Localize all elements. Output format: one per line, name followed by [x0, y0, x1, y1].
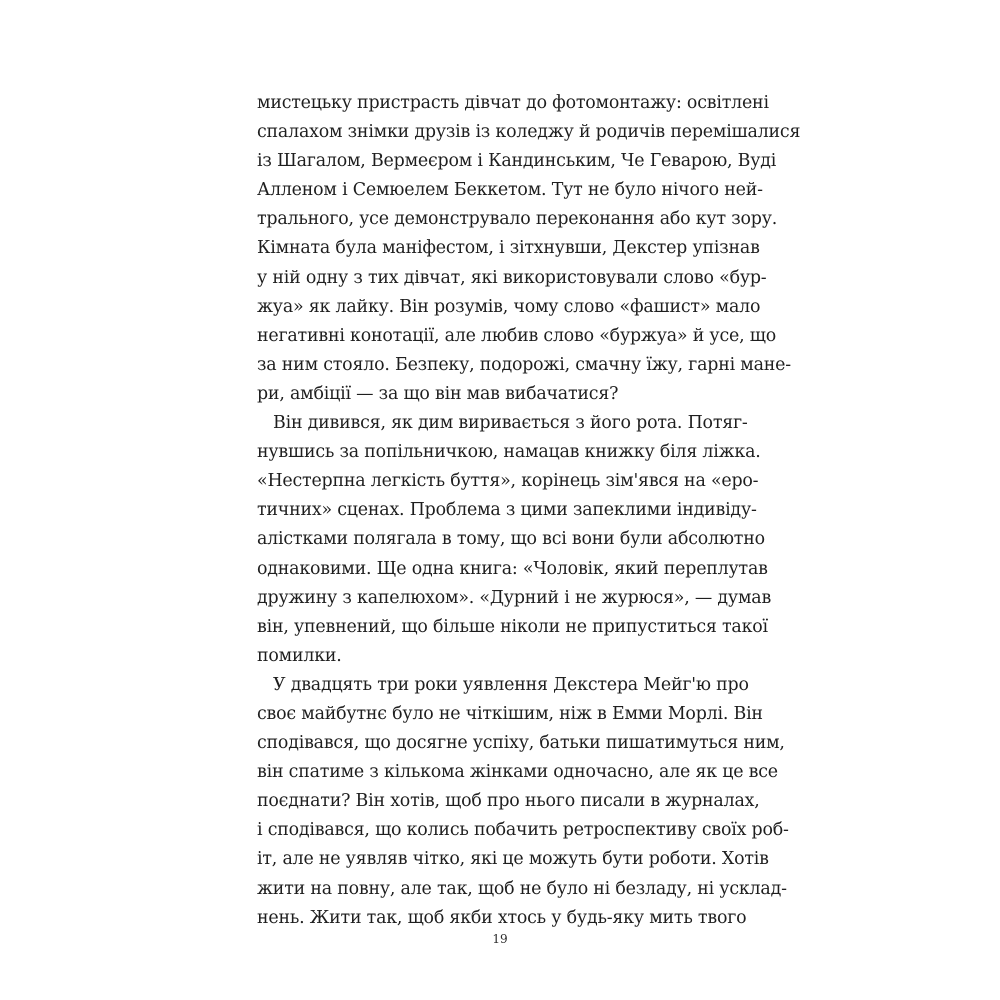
- text-line: Алленом і Семюелем Беккетом. Тут не було нічого ней-: [257, 180, 763, 201]
- text-line: трального, усе демонструвало переконання або кут зору.: [257, 209, 778, 230]
- text-line: мистецьку пристрасть дівчат до фотомонтажу: освітлені: [257, 93, 769, 113]
- text-line: У двадцять три роки уявлення Декстера Мейг'ю про: [273, 674, 749, 695]
- text-line: нень. Жити так, щоб якби хтось у будь-яку мить твого: [257, 907, 747, 928]
- text-line: алістками полягала в тому, що всі вони були абсолютно: [257, 529, 765, 550]
- text-line: нувшись за попільничкою, намацав книжку біля ліжка.: [257, 442, 761, 463]
- text-line: жуа» як лайку. Він розумів, чому слово «фашист» мало: [257, 296, 761, 317]
- text-line: і сподівався, що колись побачить ретроспективу своїх роб-: [257, 820, 789, 841]
- text-line: Він дивився, як дим виривається з його рота. Потяг-: [273, 413, 748, 434]
- text-line: ри, амбіції — за що він мав вибачатися?: [257, 383, 619, 404]
- text-line: сподівався, що досягне успіху, батьки пишатимуться ним,: [257, 733, 785, 754]
- text-line: однаковими. Ще одна книга: «Чоловік, який переплутав: [257, 558, 768, 579]
- text-line: у ній одну з тих дівчат, які використовували слово «бур-: [257, 267, 767, 288]
- text-line: поєднати? Він хотів, щоб про нього писали в журналах,: [257, 791, 760, 812]
- text-line: негативні конотації, але любив слово «буржуа» й усе, що: [257, 325, 776, 346]
- text-line: «Нестерпна легкість буття», корінець зім'явся на «еро-: [257, 471, 759, 492]
- text-line: він, упевнений, що більше ніколи не припуститься такої: [257, 616, 768, 637]
- text-line: із Шагалом, Вермеєром і Кандинським, Че Геварою, Вуді: [257, 151, 777, 172]
- text-line: Кімната була маніфестом, і зітхнувши, Декстер упізнав: [257, 238, 760, 259]
- text-line: він спатиме з кількома жінками одночасно, але як це все: [257, 762, 778, 783]
- text-line: за ним стояло. Безпеку, подорожі, смачну їжу, гарні мане-: [257, 354, 791, 375]
- text-line: помилки.: [257, 645, 342, 666]
- body-text: [257, 89, 801, 933]
- text-line: спалахом знімки друзів із коледжу й родичів перемішалися: [257, 122, 801, 143]
- page-number: 19: [492, 932, 508, 946]
- text-line: іт, але не уявляв чітко, які це можуть бути роботи. Хотів: [257, 849, 769, 870]
- text-line: жити на повну, але так, щоб не було ні безладу, ні усклад-: [257, 878, 787, 899]
- text-line: своє майбутнє було не чіткішим, ніж в Емми Морлі. Він: [257, 703, 763, 724]
- text-line: тичних» сценах. Проблема з цими запеклими індивіду-: [257, 500, 757, 521]
- text-line: дружину з капелюхом». «Дурний і не журюся», — думав: [257, 587, 772, 608]
